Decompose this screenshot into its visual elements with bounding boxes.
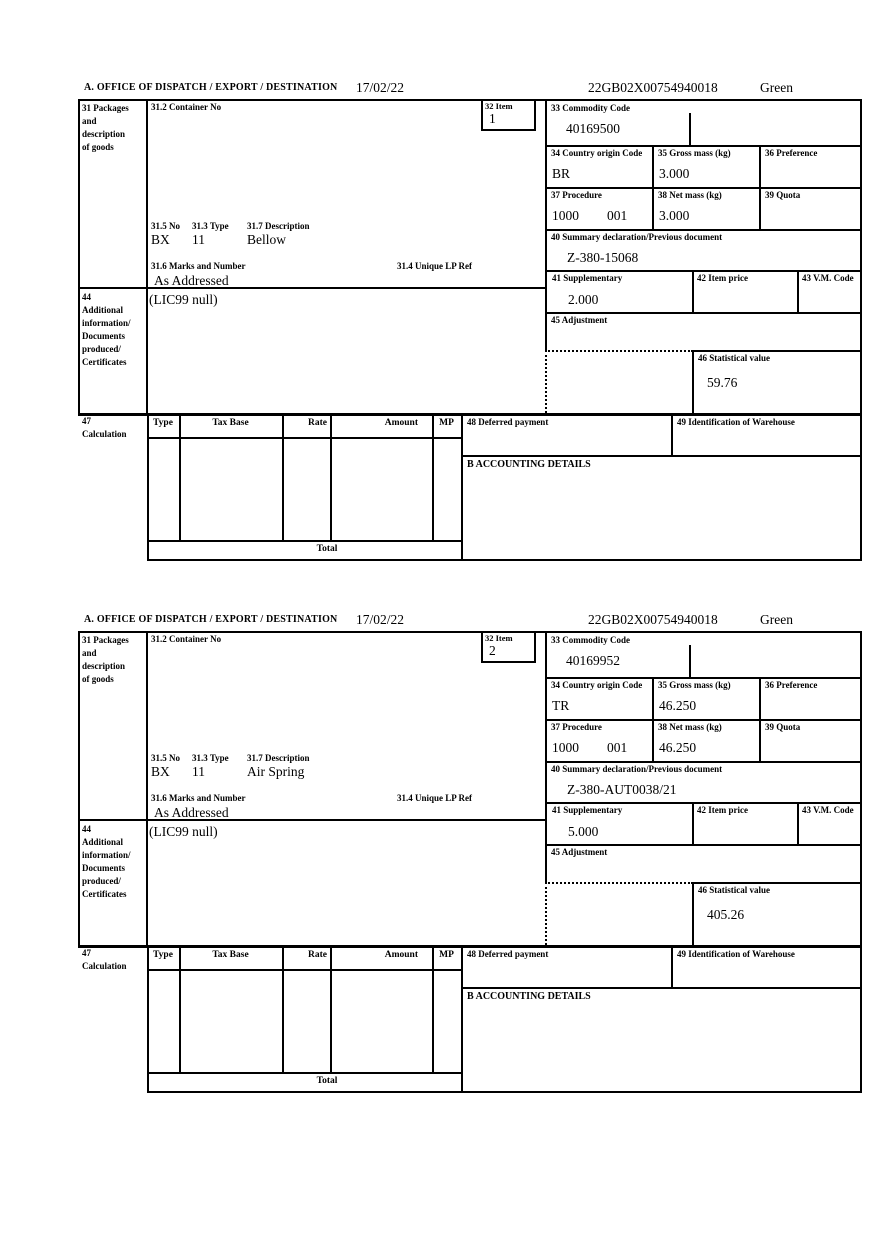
office-of-dispatch-label: A. OFFICE OF DISPATCH / EXPORT / DESTINATION bbox=[84, 82, 338, 93]
grid-line bbox=[481, 661, 536, 663]
grid-line bbox=[461, 987, 862, 989]
box44-label: information/ bbox=[82, 318, 131, 328]
column-header-rate: Rate bbox=[308, 418, 327, 428]
package-no-value: BX bbox=[151, 232, 170, 247]
net-mass-label: 38 Net mass (kg) bbox=[658, 190, 722, 200]
grid-line bbox=[330, 945, 332, 1072]
gross-mass-value: 3.000 bbox=[659, 166, 690, 181]
grid-line bbox=[78, 287, 547, 289]
accounting-details-label: B ACCOUNTING DETAILS bbox=[467, 991, 591, 1002]
grid-line bbox=[432, 945, 434, 1072]
item-number: 2 bbox=[489, 643, 496, 658]
grid-line bbox=[78, 99, 80, 413]
item-number: 1 bbox=[489, 111, 496, 126]
grid-line bbox=[78, 945, 862, 948]
grid-line bbox=[147, 945, 149, 1093]
column-header-rate: Rate bbox=[308, 950, 327, 960]
routing-status: Green bbox=[760, 80, 793, 95]
vm-code-label: 43 V.M. Code bbox=[802, 805, 854, 815]
statistical-value: 59.76 bbox=[707, 375, 738, 390]
net-mass-label: 38 Net mass (kg) bbox=[658, 722, 722, 732]
goods-description-value: Bellow bbox=[247, 232, 286, 247]
gross-mass-value: 46.250 bbox=[659, 698, 697, 713]
grid-line bbox=[671, 413, 673, 455]
packages-label: and bbox=[82, 116, 97, 126]
commodity-code-label: 33 Commodity Code bbox=[551, 103, 630, 113]
box44-label: Additional bbox=[82, 837, 124, 847]
grid-line bbox=[545, 719, 862, 721]
column-header-mp: MP bbox=[439, 950, 454, 960]
commodity-code-separator bbox=[689, 113, 691, 145]
marks-label: 31.6 Marks and Number bbox=[151, 261, 246, 271]
calculation-label: 47 bbox=[82, 948, 91, 958]
commodity-code-value: 40169500 bbox=[566, 121, 620, 136]
vm-code-label: 43 V.M. Code bbox=[802, 273, 854, 283]
procedure-value: 1000 bbox=[552, 740, 579, 755]
procedure-label: 37 Procedure bbox=[551, 190, 602, 200]
procedure-label: 37 Procedure bbox=[551, 722, 602, 732]
preference-label: 36 Preference bbox=[765, 148, 818, 158]
dotted-line bbox=[545, 350, 547, 413]
declaration-date: 17/02/22 bbox=[356, 612, 405, 627]
gross-mass-label: 35 Gross mass (kg) bbox=[658, 680, 731, 690]
procedure-extra-value: 001 bbox=[607, 208, 628, 223]
marks-value: As Addressed bbox=[154, 273, 229, 288]
package-description-label: 31.7 Description bbox=[247, 753, 310, 763]
box44-label: 44 bbox=[82, 824, 91, 834]
grid-line bbox=[481, 99, 483, 131]
grid-line bbox=[534, 631, 536, 663]
commodity-code-label: 33 Commodity Code bbox=[551, 635, 630, 645]
package-type-label: 31.3 Type bbox=[192, 221, 229, 231]
packages-label: description bbox=[82, 129, 126, 139]
packages-label: and bbox=[82, 648, 97, 658]
packages-label: description bbox=[82, 661, 126, 671]
declaration-item-section bbox=[0, 80, 882, 580]
grid-line bbox=[78, 631, 80, 945]
supplementary-value: 2.000 bbox=[568, 292, 599, 307]
routing-status: Green bbox=[760, 612, 793, 627]
grid-line bbox=[545, 844, 862, 846]
grid-line bbox=[860, 631, 862, 1093]
gross-mass-label: 35 Gross mass (kg) bbox=[658, 148, 731, 158]
quota-label: 39 Quota bbox=[765, 722, 801, 732]
grid-line bbox=[179, 945, 181, 1072]
additional-information-value: (LIC99 null) bbox=[149, 824, 218, 839]
box44-label: information/ bbox=[82, 850, 131, 860]
adjustment-label: 45 Adjustment bbox=[551, 847, 608, 857]
item-label: 32 Item bbox=[485, 101, 513, 111]
deferred-payment-label: 48 Deferred payment bbox=[467, 949, 549, 959]
previous-document-value: Z-380-15068 bbox=[567, 250, 639, 265]
box44-label: Documents bbox=[82, 331, 125, 341]
box44-label: Certificates bbox=[82, 357, 127, 367]
statistical-value-label: 46 Statistical value bbox=[698, 885, 770, 895]
additional-information-value: (LIC99 null) bbox=[149, 292, 218, 307]
grid-line bbox=[78, 819, 547, 821]
country-origin-label: 34 Country origin Code bbox=[551, 148, 643, 158]
office-of-dispatch-label: A. OFFICE OF DISPATCH / EXPORT / DESTINATION bbox=[84, 614, 338, 625]
grid-line bbox=[652, 677, 654, 761]
grid-line bbox=[147, 437, 463, 439]
grid-line bbox=[78, 99, 862, 101]
grid-line bbox=[147, 559, 862, 561]
grid-line bbox=[860, 99, 862, 561]
grid-line bbox=[481, 129, 536, 131]
grid-line bbox=[545, 270, 862, 272]
package-no-label: 31.5 No bbox=[151, 221, 180, 231]
declaration-item-section bbox=[0, 612, 882, 1112]
column-header-mp: MP bbox=[439, 418, 454, 428]
grid-line bbox=[545, 312, 862, 314]
deferred-payment-label: 48 Deferred payment bbox=[467, 417, 549, 427]
packages-label: 31 Packages bbox=[82, 103, 129, 113]
declaration-ref: 22GB02X00754940018 bbox=[588, 612, 718, 627]
item-price-label: 42 Item price bbox=[697, 273, 748, 283]
dotted-line bbox=[545, 882, 693, 884]
column-header-amount: Amount bbox=[384, 950, 418, 960]
preference-label: 36 Preference bbox=[765, 680, 818, 690]
column-header-type: Type bbox=[153, 950, 173, 960]
previous-document-value: Z-380-AUT0038/21 bbox=[567, 782, 677, 797]
unique-lp-ref-label: 31.4 Unique LP Ref bbox=[397, 261, 473, 271]
grid-line bbox=[146, 631, 148, 945]
supplementary-label: 41 Supplementary bbox=[552, 805, 623, 815]
grid-line bbox=[282, 945, 284, 1072]
accounting-details-label: B ACCOUNTING DETAILS bbox=[467, 459, 591, 470]
grid-line bbox=[692, 270, 694, 312]
grid-line bbox=[545, 229, 862, 231]
box44-label: Additional bbox=[82, 305, 124, 315]
country-origin-value: BR bbox=[552, 166, 571, 181]
grid-line bbox=[545, 677, 862, 679]
package-no-value: BX bbox=[151, 764, 170, 779]
grid-line bbox=[461, 413, 463, 561]
packages-label: of goods bbox=[82, 142, 114, 152]
unique-lp-ref-label: 31.4 Unique LP Ref bbox=[397, 793, 473, 803]
grid-line bbox=[692, 882, 694, 945]
grid-line bbox=[759, 677, 761, 761]
grid-line bbox=[461, 945, 463, 1093]
grid-line bbox=[692, 350, 694, 413]
statistical-value: 405.26 bbox=[707, 907, 745, 922]
grid-line bbox=[147, 1091, 862, 1093]
packages-label: of goods bbox=[82, 674, 114, 684]
grid-line bbox=[147, 1072, 463, 1074]
grid-line bbox=[282, 413, 284, 540]
warehouse-id-label: 49 Identification of Warehouse bbox=[677, 417, 795, 427]
grid-line bbox=[797, 802, 799, 844]
grid-line bbox=[671, 945, 673, 987]
procedure-extra-value: 001 bbox=[607, 740, 628, 755]
grid-line bbox=[461, 455, 862, 457]
column-header-type: Type bbox=[153, 418, 173, 428]
grid-line bbox=[797, 270, 799, 312]
marks-label: 31.6 Marks and Number bbox=[151, 793, 246, 803]
commodity-code-separator bbox=[689, 645, 691, 677]
grid-line bbox=[545, 145, 862, 147]
box44-label: 44 bbox=[82, 292, 91, 302]
item-price-label: 42 Item price bbox=[697, 805, 748, 815]
box44-label: Documents bbox=[82, 863, 125, 873]
goods-description-value: Air Spring bbox=[247, 764, 305, 779]
grid-line bbox=[692, 882, 862, 884]
box44-label: Certificates bbox=[82, 889, 127, 899]
grid-line bbox=[146, 99, 148, 413]
calculation-label: Calculation bbox=[82, 961, 127, 971]
packages-label: 31 Packages bbox=[82, 635, 129, 645]
package-description-label: 31.7 Description bbox=[247, 221, 310, 231]
package-type-value: 11 bbox=[192, 232, 205, 247]
grid-line bbox=[481, 631, 483, 663]
total-label: Total bbox=[316, 544, 338, 554]
grid-line bbox=[147, 540, 463, 542]
column-header-tax-base: Tax Base bbox=[212, 418, 249, 428]
grid-line bbox=[147, 969, 463, 971]
column-header-tax-base: Tax Base bbox=[212, 950, 249, 960]
grid-line bbox=[692, 802, 694, 844]
item-label: 32 Item bbox=[485, 633, 513, 643]
net-mass-value: 3.000 bbox=[659, 208, 690, 223]
country-origin-value: TR bbox=[552, 698, 570, 713]
total-label: Total bbox=[316, 1076, 338, 1086]
quota-label: 39 Quota bbox=[765, 190, 801, 200]
container-no-label: 31.2 Container No bbox=[151, 102, 222, 112]
calculation-label: 47 bbox=[82, 416, 91, 426]
grid-line bbox=[652, 145, 654, 229]
grid-line bbox=[330, 413, 332, 540]
declaration-date: 17/02/22 bbox=[356, 80, 405, 95]
grid-line bbox=[147, 413, 149, 561]
package-no-label: 31.5 No bbox=[151, 753, 180, 763]
procedure-value: 1000 bbox=[552, 208, 579, 223]
grid-line bbox=[179, 413, 181, 540]
supplementary-label: 41 Supplementary bbox=[552, 273, 623, 283]
package-type-value: 11 bbox=[192, 764, 205, 779]
statistical-value-label: 46 Statistical value bbox=[698, 353, 770, 363]
country-origin-label: 34 Country origin Code bbox=[551, 680, 643, 690]
grid-line bbox=[78, 631, 862, 633]
grid-line bbox=[545, 802, 862, 804]
grid-line bbox=[759, 145, 761, 229]
marks-value: As Addressed bbox=[154, 805, 229, 820]
box44-label: produced/ bbox=[82, 344, 121, 354]
net-mass-value: 46.250 bbox=[659, 740, 697, 755]
commodity-code-value: 40169952 bbox=[566, 653, 620, 668]
dotted-line bbox=[545, 350, 693, 352]
grid-line bbox=[545, 761, 862, 763]
package-type-label: 31.3 Type bbox=[192, 753, 229, 763]
grid-line bbox=[78, 413, 862, 416]
grid-line bbox=[692, 350, 862, 352]
adjustment-label: 45 Adjustment bbox=[551, 315, 608, 325]
grid-line bbox=[534, 99, 536, 131]
box44-label: produced/ bbox=[82, 876, 121, 886]
warehouse-id-label: 49 Identification of Warehouse bbox=[677, 949, 795, 959]
summary-declaration-label: 40 Summary declaration/Previous document bbox=[551, 764, 723, 774]
container-no-label: 31.2 Container No bbox=[151, 634, 222, 644]
column-header-amount: Amount bbox=[384, 418, 418, 428]
dotted-line bbox=[545, 882, 547, 945]
declaration-ref: 22GB02X00754940018 bbox=[588, 80, 718, 95]
grid-line bbox=[545, 187, 862, 189]
calculation-label: Calculation bbox=[82, 429, 127, 439]
summary-declaration-label: 40 Summary declaration/Previous document bbox=[551, 232, 723, 242]
supplementary-value: 5.000 bbox=[568, 824, 599, 839]
grid-line bbox=[432, 413, 434, 540]
